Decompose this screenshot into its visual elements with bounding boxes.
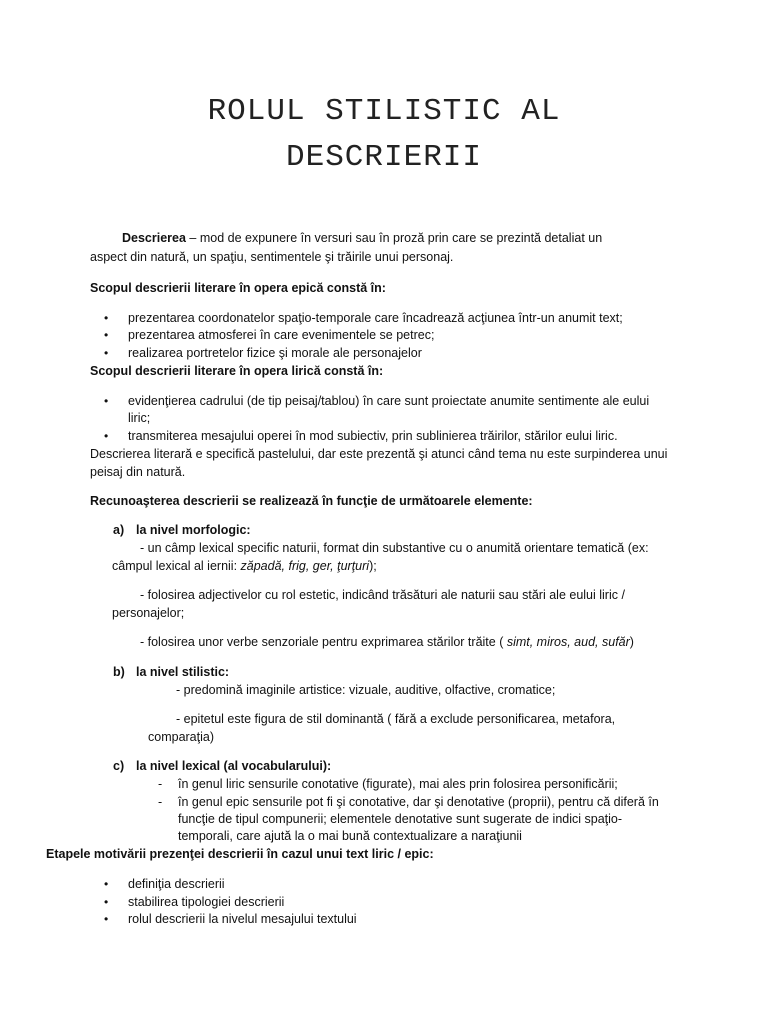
bullet-icon [104,345,108,361]
morphologic-p1-prefix: câmpul lexical al iernii: [112,559,241,573]
morphologic-p1-examples: zăpadă, frig, ger, ţurţuri [240,559,370,573]
page-title-line-1: ROLUL STILISTIC AL [207,94,561,129]
bullet-icon [104,310,108,326]
bullet-icon [104,876,108,892]
marker-c: c) [113,759,125,773]
morphologic-p2-line-2: personajelor; [112,606,185,620]
epic-item-2: prezentarea atmosferei în care evenimentele se petrec; [128,328,435,342]
lexical-d2-line-1: în genul epic sensurile pot fi şi conotative, dar şi denotative (proprii), pentru că diferă în [178,795,659,809]
lexical-d1: în genul liric sensurile conotative (figurate), mai ales prin folosirea personificării; [178,777,618,791]
morphologic-p1-suffix: ); [369,559,377,573]
stages-heading: Etapele motivării prezenţei descrierii în cazul unui text liric / epic: [46,847,434,861]
dash-icon: - [158,795,163,809]
stylistic-p2-line-1: - epitetul este figura de stil dominantă ( fără a exclude personificarea, metafora, [176,712,616,726]
morphologic-p1-line-1: - un câmp lexical specific naturii, format din substantive cu o anumită orientare tematică (ex: [140,541,649,555]
lexical-d2-line-3: temporali, care ajută la o mai bună contextualizare a naraţiunii [178,829,522,843]
morphologic-label: la nivel morfologic: [136,523,251,537]
stages-item-1: definiţia descrierii [128,877,225,891]
morphologic-p1-line-2 [112,558,377,574]
dash-icon: - [158,777,163,791]
stages-item-2: stabilirea tipologiei descrierii [128,895,285,909]
stylistic-p2-line-2: comparaţia) [148,730,214,744]
marker-b: b) [113,665,125,679]
bullet-icon [104,393,108,409]
pastel-line-2: peisaj din natură. [90,465,186,479]
marker-a: a) [113,523,125,537]
lexical-d2-line-2: funcţie de tipul compunerii; elementele denotative sunt sugerate de indici spaţio- [178,812,623,826]
recognition-heading: Recunoaşterea descrierii se realizează în funcţie de următoarele elemente: [90,494,533,508]
epic-item-1: prezentarea coordonatelor spaţio-temporale care încadrează acţiunea într-un anumit text; [128,311,623,325]
bullet-icon [104,327,108,343]
stylistic-p1: - predomină imaginile artistice: vizuale, auditive, olfactive, cromatice; [176,683,556,697]
morphologic-p3-suffix: ) [629,635,634,649]
epic-item-3: realizarea portretelor fizice şi morale ale personajelor [128,346,422,360]
bullet-icon [104,428,108,444]
intro-definition: – mod de expunere în versuri sau în proză prin care se prezintă detaliat un [185,231,603,245]
lexical-label: la nivel lexical (al vocabularului): [136,759,332,773]
lyric-item-1-line-2: liric; [128,411,151,425]
intro-term: Descrierea [122,231,186,245]
morphologic-p3-examples: simt, miros, aud, sufăr [506,635,630,649]
bullet-icon [104,911,108,927]
morphologic-p3 [140,634,634,650]
morphologic-p2-line-1: - folosirea adjectivelor cu rol estetic, indicând trăsături ale naturii sau stări ale eului liric / [140,588,625,602]
bullet-icon [104,894,108,910]
intro-line-1 [122,230,602,246]
lyric-item-1-line-1: evidenţierea cadrului (de tip peisaj/tablou) în care sunt proiectate anumite sentimente ale eului [128,394,650,408]
page-title-line-2: DESCRIERII [285,140,483,175]
lyric-heading: Scopul descrierii literare în opera lirică constă în: [90,364,384,378]
stylistic-label: la nivel stilistic: [136,665,230,679]
epic-heading: Scopul descrierii literare în opera epică constă în: [90,281,386,295]
stages-item-3: rolul descrierii la nivelul mesajului textului [128,912,357,926]
intro-line-2: aspect din natură, un spaţiu, sentimentele şi trăirile unui personaj. [90,250,454,264]
morphologic-p3-prefix: - folosirea unor verbe senzoriale pentru exprimarea stărilor trăite ( [140,635,507,649]
lyric-item-2: transmiterea mesajului operei în mod subiectiv, prin sublinierea trăirilor, stărilor eului liric. [128,429,618,443]
pastel-line-1: Descrierea literară e specifică pastelului, dar este prezentă şi atunci când tema nu este surpinderea unui [90,447,668,461]
